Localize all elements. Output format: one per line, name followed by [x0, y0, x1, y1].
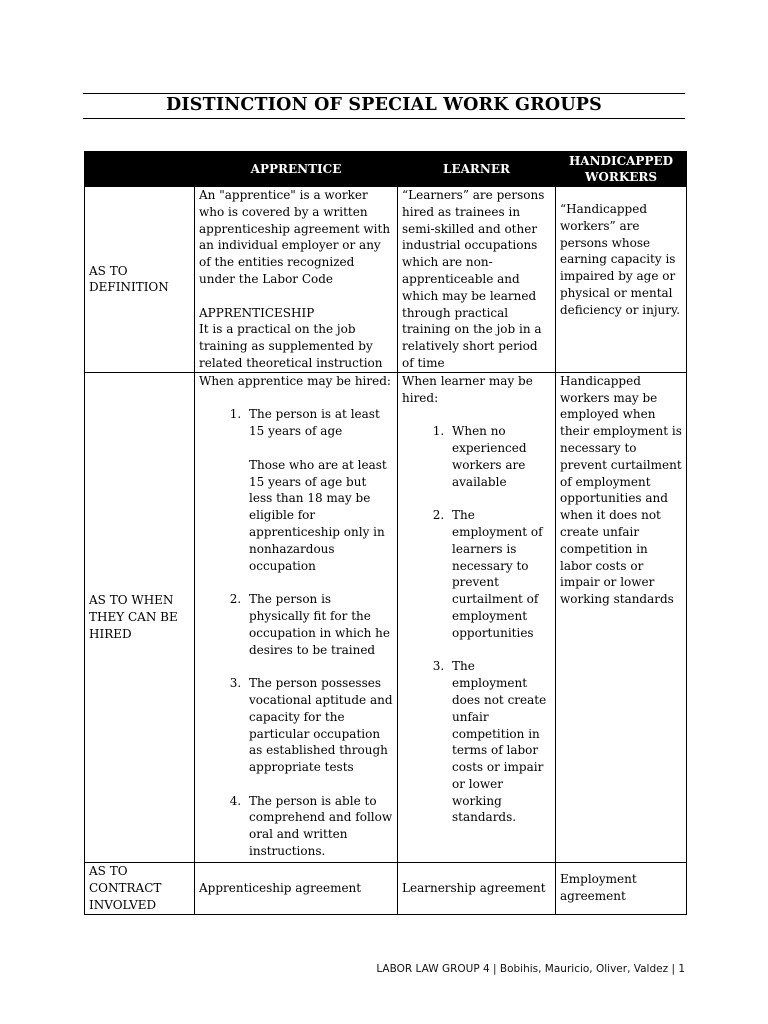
cell-contract-apprentice: Apprenticeship agreement	[195, 862, 398, 914]
header-learner: LEARNER	[398, 152, 556, 187]
comparison-table	[84, 151, 687, 915]
header-handicapped: HANDICAPPED WORKERS	[556, 152, 687, 187]
list-item: 3. The employment does not create unfair competition in terms of labor costs or impair or lower working standards.	[448, 658, 551, 826]
apprentice-hired-intro: When apprentice may be hired:	[199, 373, 391, 388]
apprenticeship-text: It is a practical on the job training as supplemented by related theoretical instruction	[199, 322, 383, 370]
apprenticeship-subheading: APPRENTICESHIP	[199, 305, 315, 320]
cell-definition-learner: “Learners” are persons hired as trainees in semi-skilled and other industrial occupations which are non-apprenticeable and which may be learned through practical training on the job in a relatively short period of time	[398, 187, 556, 373]
cell-definition-apprentice	[195, 187, 398, 373]
header-apprentice: APPRENTICE	[195, 152, 398, 187]
row-definition	[85, 187, 687, 373]
row-contract	[85, 862, 687, 914]
page-title: DISTINCTION OF SPECIAL WORK GROUPS	[166, 95, 602, 115]
cell-hired-handicapped: Handicapped workers may be employed when their employment is necessary to prevent curtailment of employment opportunities and when it does not create unfair competition in labor costs or impair or lower working standards	[556, 372, 687, 862]
row-label-hired: AS TO WHEN THEY CAN BE HIRED	[85, 372, 195, 862]
cell-hired-apprentice	[195, 372, 398, 862]
cell-contract-learner: Learnership agreement	[398, 862, 556, 914]
page-footer: LABOR LAW GROUP 4 | Bobihis, Mauricio, Oliver, Valdez | 1	[376, 963, 685, 975]
title-bottom-rule	[83, 118, 685, 119]
header-blank	[85, 152, 195, 187]
learner-hired-intro: When learner may be hired:	[402, 373, 533, 405]
header-row	[85, 152, 687, 187]
list-item-note: Those who are at least 15 years of age but less than 18 may be eligible for apprenticeship only in nonhazardous occupation	[249, 457, 387, 573]
learner-hired-list	[402, 423, 551, 826]
row-hired	[85, 372, 687, 862]
list-item: 3. The person possesses vocational aptitude and capacity for the particular occupation as established through appropriate tests	[245, 675, 393, 776]
list-item: 2. The employment of learners is necessary to prevent curtailment of employment opportunities	[448, 507, 551, 641]
apprentice-hired-list	[199, 406, 393, 860]
cell-hired-learner	[398, 372, 556, 862]
row-label-contract: AS TO CONTRACT INVOLVED	[85, 862, 195, 914]
list-item: 2. The person is physically fit for the occupation in which he desires to be trained	[245, 591, 393, 658]
cell-contract-handicapped: Employment agreement	[556, 862, 687, 914]
list-item: 4. The person is able to comprehend and follow oral and written instructions.	[245, 793, 393, 860]
cell-definition-handicapped: “Handicapped workers” are persons whose earning capacity is impaired by age or physical or mental deficiency or injury.	[556, 187, 687, 373]
list-item: 1. The person is at least 15 years of age Those who are at least 15 years of age but less than 18 may be eligible for apprenticeship only in nonhazardous occupation	[245, 406, 393, 574]
list-item: 1. When no experienced workers are available	[448, 423, 551, 490]
title-top-rule	[83, 93, 685, 94]
apprentice-definition-text: An "apprentice" is a worker who is covered by a written apprenticeship agreement with an individual employer or any of the entities recognized under the Labor Code	[199, 188, 391, 286]
row-label-definition: AS TO DEFINITION	[85, 187, 195, 373]
